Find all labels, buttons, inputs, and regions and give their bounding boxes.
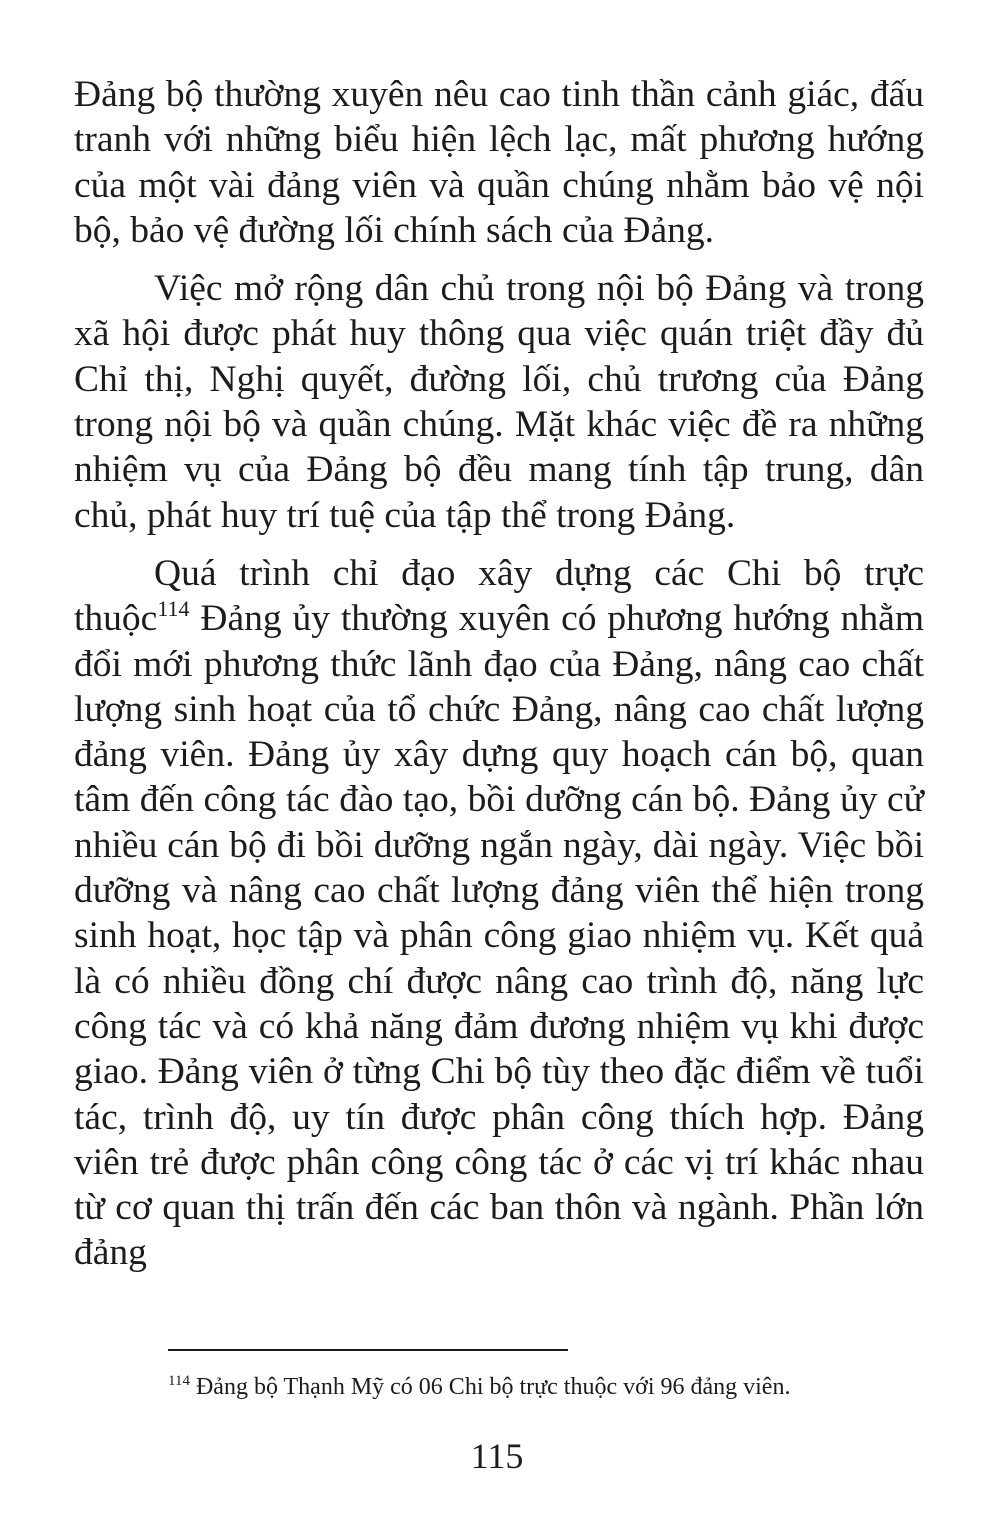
footnote-divider	[168, 1349, 568, 1351]
paragraph-2: Việc mở rộng dân chủ trong nội bộ Đảng và trong xã hội được phát huy thông qua việc quán triệt đầy đủ Chỉ thị, Nghị quyết, đường lối, chủ trương của Đảng trong nội bộ và quần chúng. Mặt khác việc đề ra những nhiệm vụ của Đảng bộ đều mang tính tập trung, dân chủ, phát huy trí tuệ của tập thể trong Đảng.	[74, 268, 924, 536]
footnote	[168, 1372, 928, 1402]
paragraph-3-text-rest: Đảng ủy thường xuyên có phương hướng nhằm đổi mới phương thức lãnh đạo của Đảng, nâng cao chất lượng sinh hoạt của tổ chức Đảng, nâng cao chất lượng đảng viên. Đảng ủy xây dựng quy hoạch cán bộ, quan tâm đến công tác đào tạo, bồi dưỡng cán bộ. Đảng ủy cử nhiều cán bộ đi bồi dưỡng ngắn ngày, dài ngày. Việc bồi dưỡng và nâng cao chất lượng đảng viên thể hiện trong sinh hoạt, học tập và phân công giao nhiệm vụ. Kết quả là có nhiều đồng chí được nâng cao trình độ, năng lực công tác và có khả năng đảm đương nhiệm vụ khi được giao. Đảng viên ở từng Chi bộ tùy theo đặc điểm về tuổi tác, trình độ, uy tín được phân công thích hợp. Đảng viên trẻ được phân công công tác ở các vị trí khác nhau từ cơ quan thị trấn đến các ban thôn và ngành. Phần lớn đảng	[74, 598, 924, 1274]
page-number: 115	[470, 1436, 524, 1476]
paragraph-3-text-start: Quá trình chỉ đạo xây dựng các Chi bộ trực thuộc	[74, 552, 924, 640]
paragraph-3	[74, 551, 924, 1276]
footnote-number: 114	[168, 1373, 190, 1389]
footnote-text: Đảng bộ Thạnh Mỹ có 06 Chi bộ trực thuộc với 96 đảng viên.	[195, 1374, 791, 1400]
paragraph-1: Đảng bộ thường xuyên nêu cao tinh thần cảnh giác, đấu tranh với những biểu hiện lệch lạc, mất phương hướng của một vài đảng viên và quần chúng nhằm bảo vệ nội bộ, bảo vệ đường lối chính sách của Đảng.	[74, 74, 924, 251]
footnote-reference[interactable]: 114	[157, 596, 190, 622]
page-body	[74, 72, 924, 1276]
